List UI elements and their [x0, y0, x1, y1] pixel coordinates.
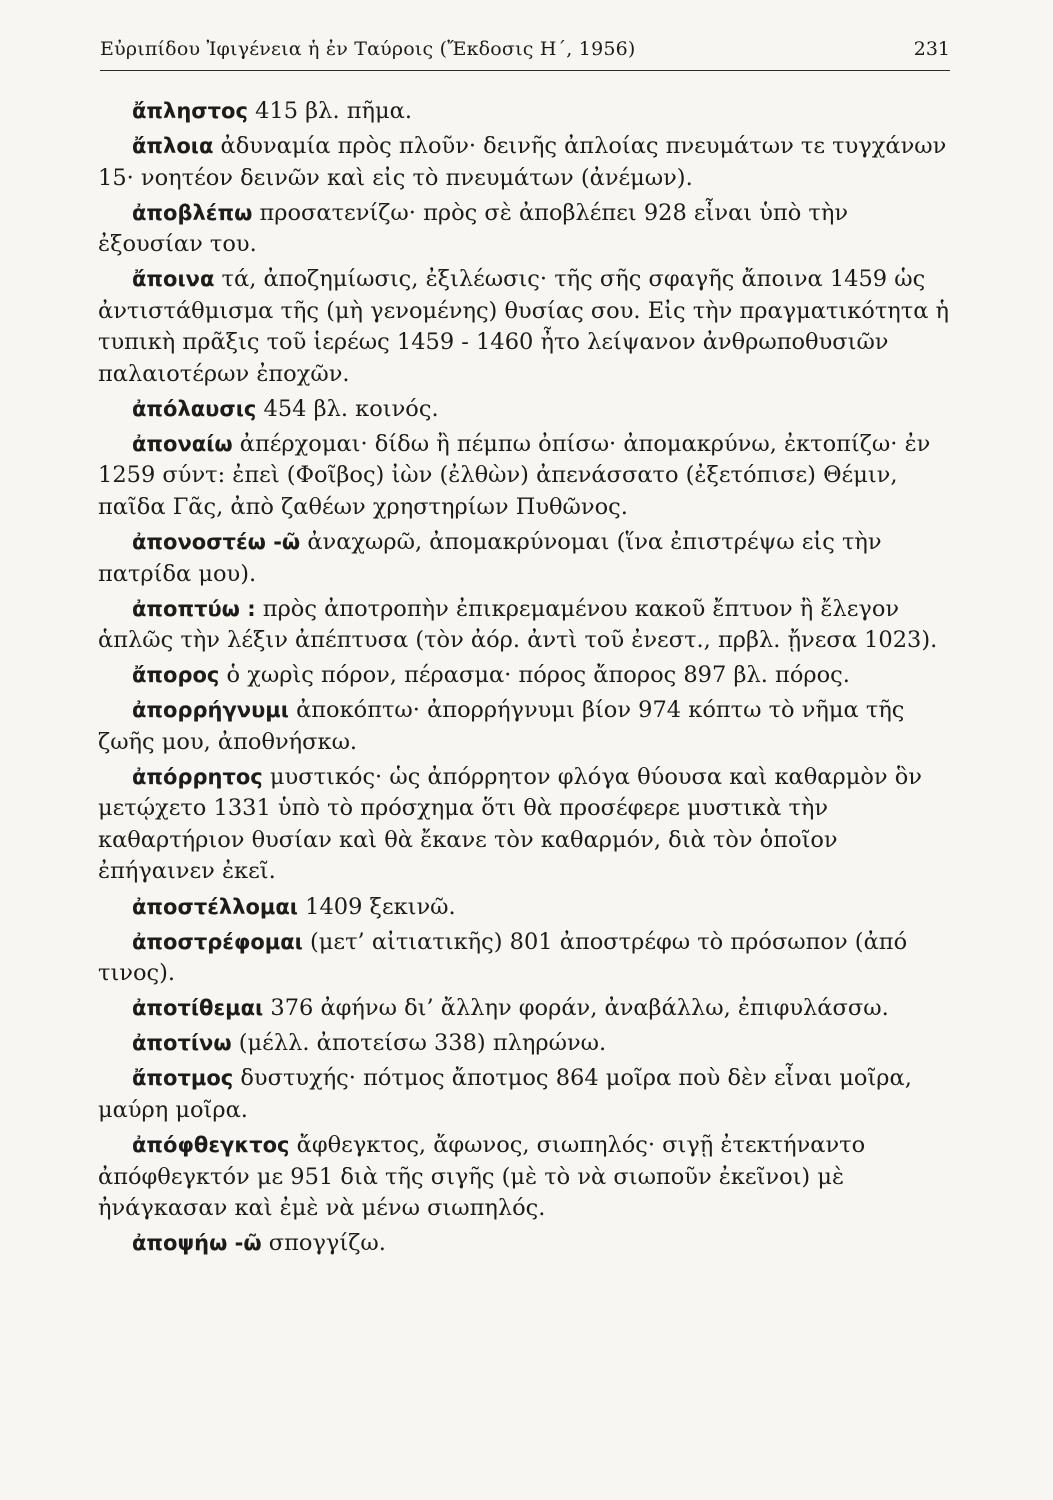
lemma: ἀποβλέπω [132, 200, 253, 225]
lemma: ἄπορος [132, 663, 220, 688]
definition: ἀδυναμία πρὸς πλοῦν· δεινῆς ἀπλοίας πνευμάτων τε τυγχάνων 15· νοητέον δεινῶν καὶ εἰς τὸ πνευμάτων (ἀνέμων). [98, 133, 947, 191]
entry [98, 264, 954, 390]
lemma: ἀποτίνω [132, 1031, 232, 1056]
definition: ὁ χωρὶς πόρον, πέρασμα· πόρος ἄπορος 897 βλ. πόρος. [226, 662, 850, 689]
definition: ἄφθεγκτος, ἄφωνος, σιωπηλός· σιγῇ ἐτεκτήναντο ἀπόφθεγκτόν με 951 διὰ τῆς σιγῆς (μὲ τὸ νὰ σιωποῦν ἐκεῖνοι) μὲ ἠνάγκασαν καὶ ἐμὲ νὰ μένω σιωπηλός. [98, 1132, 866, 1221]
definition: (μετ’ αἰτιατικῆς) 801 ἀποστρέφω τὸ πρόσωπον (ἀπό τινος). [98, 928, 908, 987]
definition: πρὸς ἀποτροπὴν ἐπικρεμαμένου κακοῦ ἔπτυον ἢ ἔλεγον ἁπλῶς τὴν λέξιν ἀπέπτυσα (τὸν ἀόρ. ἀντὶ τοῦ ἐνεστ., πρβλ. ᾔνεσα 1023). [98, 595, 938, 654]
definition: 454 βλ. κοινός. [263, 395, 439, 422]
definition: ἀποκόπτω· ἀπορρήγνυμι βίον 974 κόπτω τὸ νῆμα τῆς ζωῆς μου, ἀποθνήσκω. [98, 697, 905, 755]
entry [98, 429, 954, 524]
page-number: 231 [913, 38, 950, 60]
entry [98, 1028, 954, 1060]
definition: ἀπέρχομαι· δίδω ἢ πέμπω ὀπίσω· ἀπομακρύνω, ἐκτοπίζω· ἐν 1259 σύντ: ἐπεὶ (Φοῖβος) ἰὼν (ἐλθὼν) ἀπενάσσατο (ἐξετόπισε) Θέμιν, παῖδα Γᾶς, ἀπὸ ζαθέων χρηστηρίων Πυθῶνος. [98, 430, 931, 520]
definition: 415 βλ. πῆμα. [255, 98, 412, 124]
lemma: ἀποστρέφομαι [132, 929, 303, 954]
definition: μυστικός· ὡς ἀπόρρητον φλόγα θύουσα καὶ καθαρμὸν ὃν μετῴχετο 1331 ὑπὸ τὸ πρόσχημα ὅτι θὰ προσέφερε μυστικὰ τὴν καθαρτήριον θυσίαν καὶ θὰ ἔκανε τὸν καθαρμόν, διὰ τὸν ὁποῖον ἐπήγαινεν ἐκεῖ. [98, 763, 922, 885]
definition: ἀναχωρῶ, ἀπομακρύνομαι (ἵνα ἐπιστρέψω εἰς τὴν πατρίδα μου). [98, 529, 882, 587]
definition: 376 ἀφήνω δι’ ἄλλην φοράν, ἀναβάλλω, ἐπιφυλάσσω. [270, 995, 889, 1022]
lemma: ἀπονοστέω -ῶ [132, 530, 301, 555]
lemma: ἀποψήω -ῶ [132, 1231, 262, 1256]
definition: τά, ἀποζημίωσις, ἐξιλέωσις· τῆς σῆς σφαγῆς ἄποινα 1459 ὡς ἀντιστάθμισμα τῆς (μὴ γενομένης) θυσίας σου. Εἰς τὴν πραγματικότητα ἡ τυπικὴ πρᾶξις τοῦ ἱερέως 1459 - 1460 ἦτο λείψανον ἀνθρωποθυσιῶν παλαιοτέρων ἐποχῶν. [98, 266, 950, 387]
entry [98, 527, 954, 590]
lemma: ἄποτμος [132, 1066, 234, 1091]
entry [98, 1063, 954, 1126]
lemma: ἄπληστος [132, 99, 248, 123]
entry [98, 993, 954, 1025]
running-header [100, 34, 950, 71]
lemma: ἀποπτύω : [132, 596, 256, 621]
entry [98, 695, 954, 758]
glossary-body [98, 96, 954, 1263]
entry [98, 762, 954, 888]
lemma: ἀπόρρητος [132, 764, 263, 789]
entry [98, 394, 954, 426]
definition: 1409 ξεκινῶ. [305, 893, 456, 920]
header-title: Εὐριπίδου Ἰφιγένεια ἡ ἐν Ταύροις (Ἔκδοσις Η΄, 1956) [100, 38, 636, 60]
entry [98, 594, 954, 657]
lemma: ἀπόλαυσις [132, 396, 257, 421]
entry [98, 96, 954, 128]
lemma: ἀπόφθεγκτος [132, 1133, 290, 1157]
definition: δυστυχής· πότμος ἄποτμος 864 μοῖρα ποὺ δὲν εἶναι μοῖρα, μαύρη μοῖρα. [98, 1065, 912, 1123]
definition: προσατενίζω· πρὸς σὲ ἀποβλέπει 928 εἶναι ὑπὸ τὴν ἐξουσίαν του. [98, 199, 849, 258]
definition: (μέλλ. ἀποτείσω 338) πληρώνω. [238, 1030, 607, 1057]
lemma: ἀποστέλλομαι [132, 894, 298, 919]
entry [98, 1228, 954, 1260]
entry [98, 927, 954, 990]
entry [98, 131, 954, 194]
entry [98, 892, 954, 924]
entry [98, 198, 954, 261]
lemma: ἀποναίω [132, 431, 233, 456]
definition: σπογγίζω. [268, 1230, 386, 1257]
entry [98, 660, 954, 692]
lemma: ἀπορρήγνυμι [132, 698, 289, 723]
entry [98, 1130, 954, 1225]
lemma: ἄπλοια [132, 134, 214, 159]
lemma: ἀποτίθεμαι [132, 996, 264, 1021]
lemma: ἄποινα [132, 267, 215, 292]
